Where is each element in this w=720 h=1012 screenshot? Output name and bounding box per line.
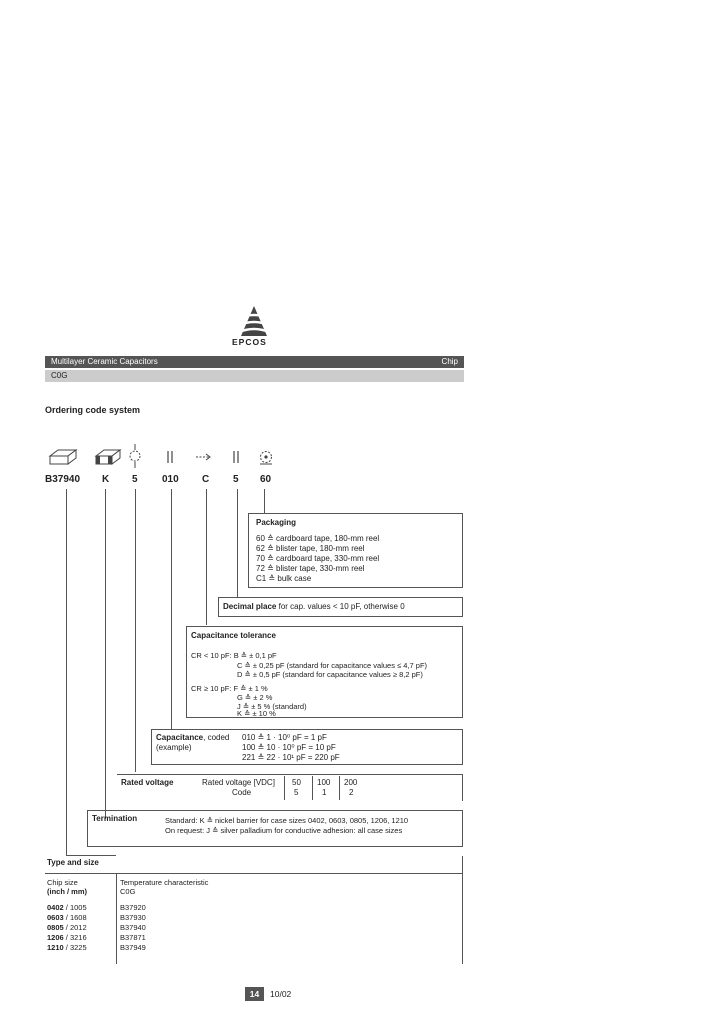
- chip-size-mm: / 2012: [63, 923, 87, 932]
- code-termination: K: [102, 474, 110, 485]
- table-row: [47, 903, 87, 913]
- packaging-title: Packaging: [256, 518, 297, 527]
- type-size-col1-sub: (inch / mm): [47, 887, 88, 896]
- footer-date: 10/02: [270, 989, 292, 999]
- leader-termination: [105, 489, 106, 819]
- rated-voltage-code: 2: [349, 788, 354, 797]
- table-row: [47, 913, 87, 923]
- type-size-col1-header: Chip size: [47, 878, 78, 887]
- rated-voltage-title: Rated voltage: [121, 778, 174, 787]
- chip-size-inch: 1210: [47, 943, 64, 952]
- tolerance-icon: [195, 452, 215, 462]
- epcos-logo-icon: [237, 306, 271, 336]
- chip-size-mm: / 1608: [63, 913, 87, 922]
- leader-tolerance: [206, 489, 207, 625]
- capacitance-line: 100 ≙ 10 · 10⁰ pF = 10 pF: [242, 743, 336, 752]
- decimal-icon: [231, 450, 241, 464]
- packaging-line: 72 ≙ blister tape, 330-mm reel: [256, 564, 365, 573]
- reel-icon: [258, 448, 274, 466]
- rated-voltage-value: 100: [317, 778, 331, 787]
- chip-size-inch: 1206: [47, 933, 64, 942]
- tolerance-line: D ≙ ± 0,5 pF (standard for capacitance values ≥ 8,2 pF): [237, 670, 423, 679]
- decimal-box: [218, 597, 463, 617]
- leader-type-h: [66, 855, 116, 856]
- tolerance-line: G ≙ ± 2 %: [237, 693, 273, 702]
- type-code: B37949: [120, 943, 146, 952]
- header-bar: [45, 356, 464, 368]
- packaging-line: 60 ≙ cardboard tape, 180-mm reel: [256, 534, 380, 543]
- code-tolerance: C: [202, 474, 210, 485]
- chip-size-inch: 0603: [47, 913, 64, 922]
- type-code: B37920: [120, 903, 146, 912]
- rated-voltage-row1-label: Rated voltage [VDC]: [202, 778, 275, 787]
- tolerance-line: K ≙ ± 10 %: [237, 709, 276, 718]
- capacitance-title-suffix: , coded: [203, 733, 230, 742]
- capacitance-title: Capacitance: [156, 733, 204, 742]
- table-row: [47, 933, 87, 943]
- leader-type: [66, 489, 67, 856]
- section-title: Ordering code system: [45, 405, 141, 415]
- table-row: [47, 943, 87, 953]
- rated-voltage-value: 200: [344, 778, 358, 787]
- code-decimal: 5: [233, 474, 239, 485]
- type-size-col2-sub: C0G: [120, 887, 136, 896]
- table-row: [47, 923, 87, 933]
- code-voltage: 5: [132, 474, 138, 485]
- decimal-title: Decimal place: [223, 602, 277, 611]
- capacitance-example: (example): [156, 743, 192, 752]
- rated-voltage-code: 5: [294, 788, 299, 797]
- chip-size-inch: 0805: [47, 923, 64, 932]
- tolerance-line: J ≙ ± 5 % (standard): [237, 702, 307, 711]
- capacitance-line: 221 ≙ 22 · 10¹ pF = 220 pF: [242, 753, 340, 762]
- termination-line: On request: J ≙ silver palladium for conductive adhesion: all case sizes: [165, 826, 403, 835]
- type-code: B37930: [120, 913, 146, 922]
- chip-size-mm: / 3225: [63, 943, 87, 952]
- rated-voltage-divider: [284, 776, 285, 800]
- packaging-box: [248, 513, 463, 588]
- termination-title: Termination: [92, 814, 138, 823]
- tolerance-line: CR ≥ 10 pF: F ≙ ± 1 %: [191, 684, 268, 693]
- decimal-text: for cap. values < 10 pF, otherwise 0: [276, 602, 405, 611]
- packaging-line: 62 ≙ blister tape, 180-mm reel: [256, 544, 365, 553]
- chip-size-mm: / 1005: [63, 903, 87, 912]
- rated-voltage-divider: [339, 776, 340, 800]
- logo-text: EPCOS: [232, 337, 267, 347]
- chip-size-inch: 0402: [47, 903, 64, 912]
- packaging-line: 70 ≙ cardboard tape, 330-mm reel: [256, 554, 380, 563]
- rated-voltage-divider: [312, 776, 313, 800]
- code-packaging: 60: [260, 474, 272, 485]
- capacitance-icon: [165, 450, 175, 464]
- chip-size-mm: / 3216: [63, 933, 87, 942]
- header-subtitle: C0G: [51, 371, 68, 380]
- capacitance-line: 010 ≙ 1 · 10⁰ pF = 1 pF: [242, 733, 327, 742]
- chip-icon: [48, 448, 78, 466]
- type-size-title: Type and size: [47, 858, 99, 867]
- type-size-divider: [45, 873, 463, 874]
- header-category: Chip: [441, 357, 458, 366]
- leader-capacitance: [171, 489, 172, 729]
- page-number: 14: [245, 987, 264, 1001]
- voltage-icon: [128, 444, 142, 468]
- leader-packaging: [264, 489, 265, 513]
- type-code: B37871: [120, 933, 146, 942]
- code-type: B37940: [45, 474, 81, 485]
- leader-decimal: [237, 489, 238, 597]
- tolerance-title: Capacitance tolerance: [191, 631, 276, 640]
- rated-voltage-box: [117, 774, 463, 801]
- capacitance-box: [151, 729, 463, 765]
- leader-voltage: [135, 489, 136, 772]
- rated-voltage-code: 1: [322, 788, 327, 797]
- rated-voltage-value: 50: [292, 778, 301, 787]
- termination-chip-icon: [94, 448, 122, 466]
- header-title: Multilayer Ceramic Capacitors: [51, 357, 158, 366]
- code-capacitance: 010: [162, 474, 179, 485]
- tolerance-box: [186, 626, 463, 718]
- type-code: B37940: [120, 923, 146, 932]
- tolerance-line: CR < 10 pF: B ≙ ± 0,1 pF: [191, 651, 277, 660]
- tolerance-line: C ≙ ± 0,25 pF (standard for capacitance values ≤ 4,7 pF): [237, 661, 428, 670]
- packaging-line: C1 ≙ bulk case: [256, 574, 312, 583]
- type-size-col2-header: Temperature characteristic: [120, 878, 209, 887]
- termination-line: Standard: K ≙ nickel barrier for case sizes 0402, 0603, 0805, 1206, 1210: [165, 816, 409, 825]
- subheader-bar: [45, 370, 464, 382]
- rated-voltage-row2-label: Code: [232, 788, 252, 797]
- type-size-col-divider: [116, 874, 117, 964]
- termination-box: [87, 810, 463, 847]
